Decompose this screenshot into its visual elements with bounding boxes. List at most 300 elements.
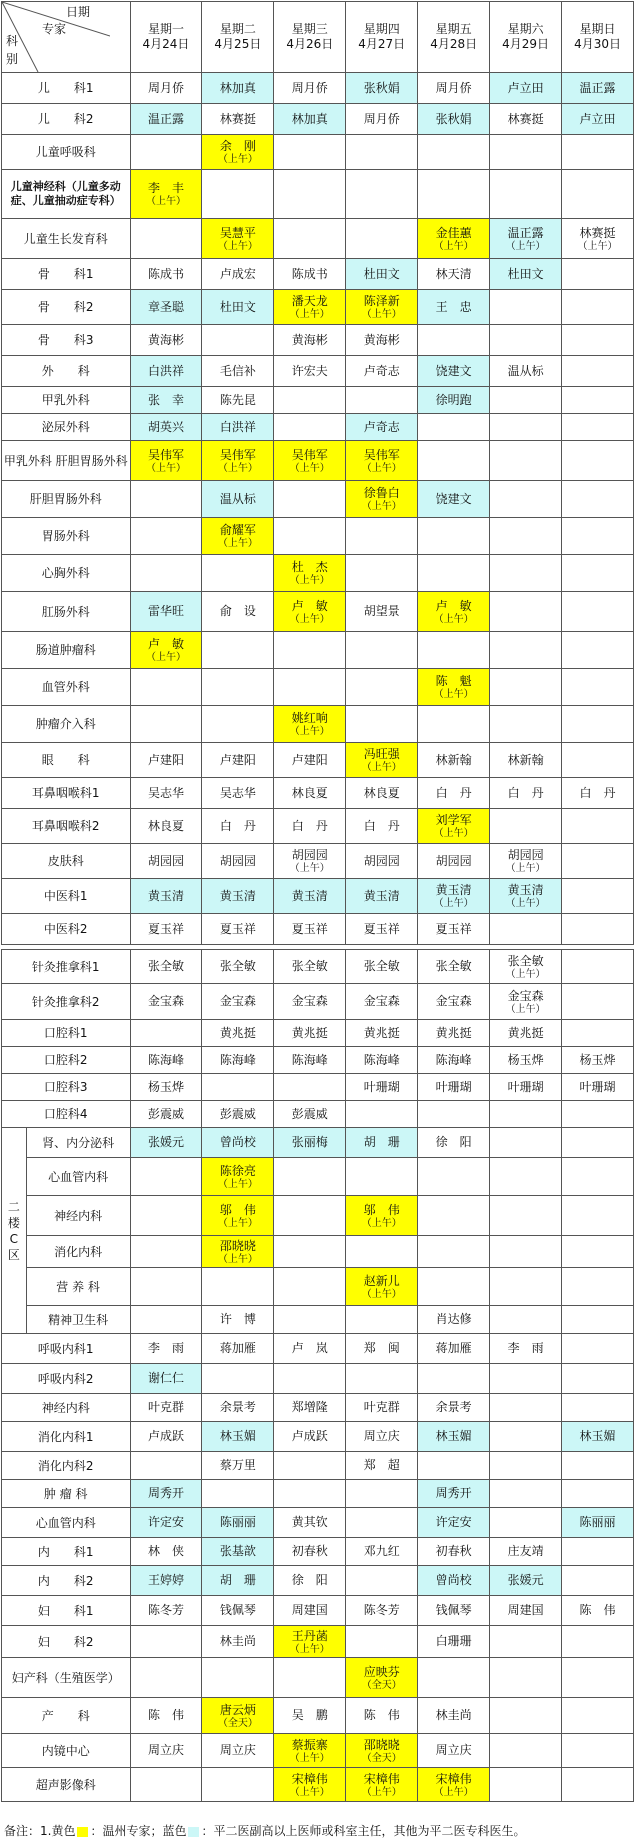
schedule-cell — [562, 1508, 634, 1538]
doctor-name: 卢成跃 — [147, 1429, 184, 1443]
doctor-name: 吴志华 — [219, 785, 256, 800]
doctor-name: 白洪祥 — [147, 363, 184, 378]
schedule-cell — [130, 259, 202, 290]
schedule-cell — [562, 135, 634, 170]
schedule-row — [2, 1422, 634, 1452]
schedule-cell — [562, 669, 634, 706]
schedule-cell — [202, 1508, 274, 1538]
schedule-cell — [130, 1128, 202, 1158]
schedule-cell — [562, 481, 634, 518]
doctor-name: 黄玉清 — [435, 883, 472, 897]
schedule-cell — [202, 1074, 274, 1101]
schedule-cell — [274, 170, 346, 219]
schedule-cell — [562, 706, 634, 743]
schedule-cell — [274, 290, 346, 325]
schedule-cell — [490, 778, 562, 809]
doctor-name: 杨玉烨 — [507, 1052, 544, 1067]
schedule-cell — [490, 706, 562, 743]
department-label: 口腔科2 — [2, 1047, 131, 1074]
department-label: 消化内科2 — [2, 1452, 131, 1480]
schedule-cell — [490, 879, 562, 914]
schedule-cell — [346, 914, 418, 945]
doctor-name: 王丹菡 — [291, 1628, 328, 1643]
schedule-cell — [346, 984, 418, 1020]
schedule-cell — [274, 592, 346, 632]
schedule-cell — [418, 632, 490, 669]
schedule-cell — [202, 592, 274, 632]
session-note: （全天） — [361, 1679, 402, 1691]
doctor-name: 蒋加雁 — [435, 1341, 472, 1355]
schedule-cell — [274, 950, 346, 984]
schedule-cell — [274, 1538, 346, 1566]
schedule-cell — [202, 325, 274, 356]
schedule-cell — [274, 104, 346, 135]
schedule-cell — [562, 1364, 634, 1394]
doctor-name: 卢 敏 — [147, 637, 184, 651]
schedule-cell — [490, 632, 562, 669]
schedule-cell — [202, 1128, 274, 1158]
doctor-name: 叶珊瑚 — [579, 1079, 616, 1094]
blue-swatch — [188, 1827, 199, 1837]
department-label: 儿童生长发育科 — [2, 219, 131, 259]
doctor-name: 黄海彬 — [147, 332, 184, 347]
schedule-cell — [562, 1734, 634, 1768]
session-note: （全天） — [361, 1752, 402, 1764]
group-label-char: 二 — [7, 1199, 20, 1214]
schedule-cell — [202, 984, 274, 1020]
doctor-name: 林玉媚 — [435, 1429, 472, 1443]
schedule-cell — [274, 555, 346, 592]
schedule-cell — [346, 481, 418, 518]
schedule-cell — [562, 1452, 634, 1480]
doctor-name: 蔡万里 — [219, 1458, 256, 1472]
schedule-row — [2, 1394, 634, 1422]
doctor-name: 李 丰 — [147, 181, 184, 195]
schedule-cell — [274, 1394, 346, 1422]
schedule-cell — [490, 844, 562, 879]
schedule-row — [2, 387, 634, 414]
session-note: （上午） — [433, 828, 474, 839]
doctor-name: 徐 阳 — [435, 1135, 472, 1149]
schedule-row — [2, 844, 634, 879]
department-label: 儿童神经科（儿童多动症、儿童抽动症专科） — [2, 170, 131, 219]
doctor-name: 郑增隆 — [291, 1400, 328, 1414]
schedule-row — [2, 325, 634, 356]
department-label: 骨 科2 — [2, 290, 131, 325]
schedule-cell — [130, 1452, 202, 1480]
schedule-cell — [274, 1074, 346, 1101]
doctor-name: 林赛挺 — [579, 225, 616, 240]
session-note: （上午） — [289, 309, 330, 320]
doctor-name: 张媛元 — [147, 1135, 184, 1149]
department-label: 耳鼻咽喉科2 — [2, 809, 131, 844]
schedule-row — [2, 743, 634, 778]
schedule-cell — [274, 1734, 346, 1768]
corner-dept-bottom-label: 别 — [6, 52, 19, 66]
schedule-cell — [418, 1538, 490, 1566]
schedule-cell — [562, 1538, 634, 1566]
doctor-name: 冯旺强 — [363, 747, 400, 761]
schedule-cell — [130, 1306, 202, 1334]
schedule-cell — [562, 259, 634, 290]
corner-expert-label: 专家 — [42, 22, 67, 36]
schedule-cell — [562, 1047, 634, 1074]
doctor-name: 王婷婷 — [147, 1573, 184, 1587]
doctor-name: 陈海峰 — [219, 1052, 256, 1067]
schedule-cell — [346, 1364, 418, 1394]
schedule-cell — [202, 1422, 274, 1452]
schedule-cell — [562, 104, 634, 135]
schedule-cell — [202, 1196, 274, 1236]
doctor-name: 林玉媚 — [219, 1429, 256, 1443]
schedule-cell — [202, 844, 274, 879]
schedule-cell — [346, 706, 418, 743]
schedule-row — [2, 1566, 634, 1596]
schedule-cell — [202, 1452, 274, 1480]
doctor-name: 林天清 — [435, 266, 472, 281]
schedule-cell — [418, 259, 490, 290]
doctor-name: 吴志华 — [147, 785, 184, 800]
schedule-cell — [346, 879, 418, 914]
schedule-cell — [274, 1101, 346, 1128]
doctor-name: 陈成书 — [291, 266, 328, 281]
session-note: （全天） — [217, 1717, 258, 1729]
department-label: 中医科2 — [2, 914, 131, 945]
doctor-name: 张秋娟 — [363, 80, 400, 95]
department-label: 消化内科 — [26, 1236, 130, 1268]
schedule-cell — [202, 219, 274, 259]
schedule-cell — [346, 1196, 418, 1236]
schedule-cell — [418, 290, 490, 325]
doctor-name: 胡园园 — [363, 853, 400, 868]
schedule-cell — [418, 1334, 490, 1364]
schedule-cell — [130, 879, 202, 914]
schedule-cell — [202, 778, 274, 809]
doctor-name: 周立庆 — [363, 1429, 400, 1443]
schedule-cell — [274, 1452, 346, 1480]
schedule-cell — [562, 592, 634, 632]
schedule-cell — [418, 387, 490, 414]
day-header — [418, 2, 490, 73]
schedule-cell — [202, 1658, 274, 1698]
department-label: 骨 科1 — [2, 259, 131, 290]
schedule-cell — [562, 441, 634, 481]
session-note: （上午） — [217, 1217, 258, 1229]
doctor-name: 陈成书 — [147, 266, 184, 281]
schedule-cell — [562, 1394, 634, 1422]
schedule-cell — [490, 1047, 562, 1074]
schedule-cell — [562, 1020, 634, 1047]
schedule-cell — [562, 290, 634, 325]
schedule-cell — [130, 1074, 202, 1101]
doctor-name: 宋樟伟 — [291, 1771, 328, 1786]
doctor-name: 林新翰 — [435, 752, 472, 767]
schedule-cell — [490, 414, 562, 441]
doctor-name: 夏玉祥 — [363, 921, 400, 936]
schedule-cell — [346, 778, 418, 809]
doctor-name: 卢成跃 — [291, 1429, 328, 1443]
department-label: 呼吸内科1 — [2, 1334, 131, 1364]
department-label: 血管外科 — [2, 669, 131, 706]
schedule-cell — [130, 1196, 202, 1236]
day-name: 星期五 — [435, 22, 472, 36]
doctor-name: 周立庆 — [147, 1743, 184, 1757]
doctor-name: 初春秋 — [435, 1544, 472, 1558]
session-note: （上午） — [289, 575, 330, 586]
schedule-row — [2, 706, 634, 743]
schedule-cell — [202, 1236, 274, 1268]
schedule-cell — [346, 104, 418, 135]
doctor-name: 胡望景 — [363, 604, 400, 618]
schedule-cell — [418, 1047, 490, 1074]
doctor-name: 林加真 — [291, 111, 328, 126]
doctor-name: 许宏夫 — [291, 363, 328, 378]
schedule-cell — [418, 1734, 490, 1768]
schedule-cell — [346, 1596, 418, 1626]
group-label — [2, 1128, 27, 1334]
doctor-name: 张全敏 — [507, 953, 544, 968]
session-note: （上午） — [289, 726, 330, 737]
schedule-cell — [418, 73, 490, 104]
session-note: （上午） — [289, 1752, 330, 1764]
doctor-name: 卢奇志 — [363, 419, 400, 434]
schedule-cell — [346, 1538, 418, 1566]
doctor-name: 林玉媚 — [579, 1429, 616, 1443]
schedule-cell — [202, 259, 274, 290]
session-note: （上午） — [289, 1643, 330, 1655]
schedule-cell — [130, 170, 202, 219]
schedule-cell — [490, 259, 562, 290]
doctor-name: 徐 阳 — [291, 1573, 328, 1587]
schedule-cell — [202, 481, 274, 518]
doctor-name: 杜田文 — [219, 299, 256, 314]
doctor-name: 钱佩琴 — [435, 1603, 472, 1617]
doctor-name: 金宝森 — [435, 994, 472, 1008]
schedule-cell — [490, 1452, 562, 1480]
schedule-row — [2, 984, 634, 1020]
department-label: 神经内科 — [2, 1394, 131, 1422]
schedule-cell — [202, 1158, 274, 1196]
doctor-name: 白珊珊 — [435, 1634, 472, 1648]
schedule-cell — [274, 1020, 346, 1047]
schedule-cell — [274, 1596, 346, 1626]
session-note: （上午） — [217, 538, 258, 549]
doctor-name: 陈丽丽 — [219, 1515, 256, 1529]
schedule-cell — [346, 632, 418, 669]
schedule-cell — [562, 1101, 634, 1128]
doctor-name: 金宝森 — [291, 994, 328, 1008]
schedule-cell — [346, 1452, 418, 1480]
doctor-name: 卢 岚 — [291, 1341, 328, 1355]
schedule-cell — [346, 356, 418, 387]
session-note: （上午） — [433, 1786, 474, 1798]
schedule-cell — [346, 669, 418, 706]
doctor-name: 李 雨 — [147, 1341, 184, 1355]
doctor-name: 张秋娟 — [435, 111, 472, 126]
department-label: 针灸推拿科1 — [2, 950, 131, 984]
doctor-name: 邓九红 — [363, 1544, 400, 1558]
schedule-cell — [490, 1734, 562, 1768]
corner-dept-top-label: 科 — [6, 34, 19, 48]
schedule-cell — [202, 879, 274, 914]
schedule-cell — [490, 950, 562, 984]
schedule-cell — [346, 844, 418, 879]
schedule-cell — [346, 219, 418, 259]
doctor-name: 黄兆挺 — [291, 1025, 328, 1040]
doctor-name: 卢 敏 — [291, 598, 328, 613]
doctor-name: 张全敏 — [147, 959, 184, 973]
schedule-cell — [130, 1364, 202, 1394]
schedule-cell — [130, 1538, 202, 1566]
doctor-name: 周月侨 — [435, 80, 472, 95]
schedule-cell — [274, 1626, 346, 1658]
doctor-name: 蔡振寨 — [291, 1737, 328, 1752]
schedule-cell — [274, 879, 346, 914]
department-label: 儿童呼吸科 — [2, 135, 131, 170]
schedule-cell — [346, 1074, 418, 1101]
session-note: （上午） — [433, 898, 474, 909]
doctor-name: 初春秋 — [291, 1544, 328, 1558]
schedule-cell — [490, 1158, 562, 1196]
schedule-cell — [418, 809, 490, 844]
schedule-cell — [202, 518, 274, 555]
schedule-row — [2, 1306, 634, 1334]
schedule-cell — [346, 555, 418, 592]
day-name: 星期二 — [219, 22, 256, 36]
schedule-cell — [490, 1074, 562, 1101]
header-corner — [2, 2, 131, 73]
department-label: 妇产科（生殖医学） — [2, 1658, 131, 1698]
schedule-cell — [418, 1196, 490, 1236]
schedule-row — [2, 1334, 634, 1364]
schedule-row — [2, 592, 634, 632]
schedule-cell — [562, 356, 634, 387]
schedule-cell — [346, 1626, 418, 1658]
schedule-cell — [418, 592, 490, 632]
department-label: 内 科1 — [2, 1538, 131, 1566]
schedule-cell — [418, 1101, 490, 1128]
session-note: （上午） — [145, 462, 186, 474]
schedule-cell — [130, 950, 202, 984]
schedule-row — [2, 219, 634, 259]
doctor-name: 彭震威 — [291, 1106, 328, 1121]
doctor-name: 刘学军 — [435, 813, 472, 827]
doctor-name: 温正露 — [507, 225, 544, 240]
schedule-cell — [490, 1422, 562, 1452]
schedule-cell — [562, 518, 634, 555]
schedule-cell — [418, 1268, 490, 1306]
doctor-name: 许定安 — [147, 1515, 184, 1529]
schedule-cell — [130, 1334, 202, 1364]
doctor-name: 白 丹 — [579, 785, 616, 800]
doctor-name: 俞 设 — [219, 604, 256, 618]
session-note: （上午） — [289, 1786, 330, 1798]
schedule-cell — [130, 1508, 202, 1538]
doctor-name: 张 幸 — [147, 392, 184, 407]
schedule-cell — [130, 441, 202, 481]
day-date: 4月27日 — [358, 37, 406, 51]
doctor-name: 卢 敏 — [435, 598, 472, 613]
schedule-cell — [346, 1394, 418, 1422]
doctor-name: 宋樟伟 — [363, 1771, 400, 1786]
schedule-cell — [562, 1306, 634, 1334]
doctor-name: 俞耀军 — [219, 523, 256, 537]
doctor-name: 吴伟军 — [147, 447, 184, 462]
doctor-name: 胡园园 — [147, 853, 184, 868]
doctor-name: 赵新儿 — [363, 1273, 400, 1288]
schedule-cell — [202, 1768, 274, 1802]
schedule-cell — [130, 290, 202, 325]
session-note: （上午） — [505, 1003, 546, 1015]
doctor-name: 金宝森 — [363, 994, 400, 1008]
schedule-cell — [346, 743, 418, 778]
doctor-name: 杜田文 — [363, 266, 400, 281]
schedule-cell — [346, 950, 418, 984]
day-name: 星期六 — [507, 22, 544, 36]
doctor-name: 卢立田 — [507, 80, 544, 95]
doctor-name: 夏玉祥 — [147, 921, 184, 936]
doctor-name: 张全敏 — [291, 959, 328, 973]
day-header — [562, 2, 634, 73]
doctor-name: 吴伟军 — [291, 447, 328, 462]
schedule-cell — [418, 669, 490, 706]
department-label: 甲乳外科 — [2, 387, 131, 414]
schedule-cell — [418, 1074, 490, 1101]
schedule-row — [2, 1596, 634, 1626]
doctor-name: 杜 杰 — [291, 560, 328, 574]
schedule-cell — [274, 914, 346, 945]
schedule-cell — [490, 1101, 562, 1128]
schedule-cell — [562, 1626, 634, 1658]
schedule-cell — [418, 104, 490, 135]
schedule-row — [2, 669, 634, 706]
schedule-cell — [418, 1394, 490, 1422]
doctor-name: 林 侠 — [147, 1544, 184, 1558]
day-date: 4月30日 — [574, 37, 621, 51]
schedule-cell — [274, 1566, 346, 1596]
schedule-cell — [274, 706, 346, 743]
schedule-cell — [274, 1268, 346, 1306]
schedule-cell — [562, 1236, 634, 1268]
schedule-cell — [562, 743, 634, 778]
schedule-row — [2, 1480, 634, 1508]
department-label: 肿瘤介入科 — [2, 706, 131, 743]
session-note: （上午） — [361, 762, 402, 773]
schedule-cell — [490, 1538, 562, 1566]
doctor-name: 章圣聪 — [147, 299, 184, 314]
schedule-cell — [202, 1596, 274, 1626]
schedule-cell — [274, 1422, 346, 1452]
schedule-cell — [490, 1364, 562, 1394]
note-prefix: 备注：1.黄色 — [4, 1824, 76, 1838]
session-note: （上午） — [361, 1288, 402, 1300]
schedule-row — [2, 632, 634, 669]
schedule-cell — [202, 414, 274, 441]
department-label: 消化内科1 — [2, 1422, 131, 1452]
department-label: 肿 瘤 科 — [2, 1480, 131, 1508]
doctor-name: 周建国 — [291, 1603, 328, 1617]
schedule-cell — [130, 1101, 202, 1128]
doctor-name: 叶珊瑚 — [507, 1079, 544, 1094]
department-label: 肛肠外科 — [2, 592, 131, 632]
doctor-name: 黄兆挺 — [363, 1025, 400, 1040]
schedule-cell — [202, 1020, 274, 1047]
doctor-name: 曾尚校 — [219, 1135, 256, 1149]
schedule-row — [2, 1364, 634, 1394]
schedule-row — [2, 73, 634, 104]
doctor-name: 胡英兴 — [147, 419, 184, 434]
schedule-cell — [490, 1626, 562, 1658]
